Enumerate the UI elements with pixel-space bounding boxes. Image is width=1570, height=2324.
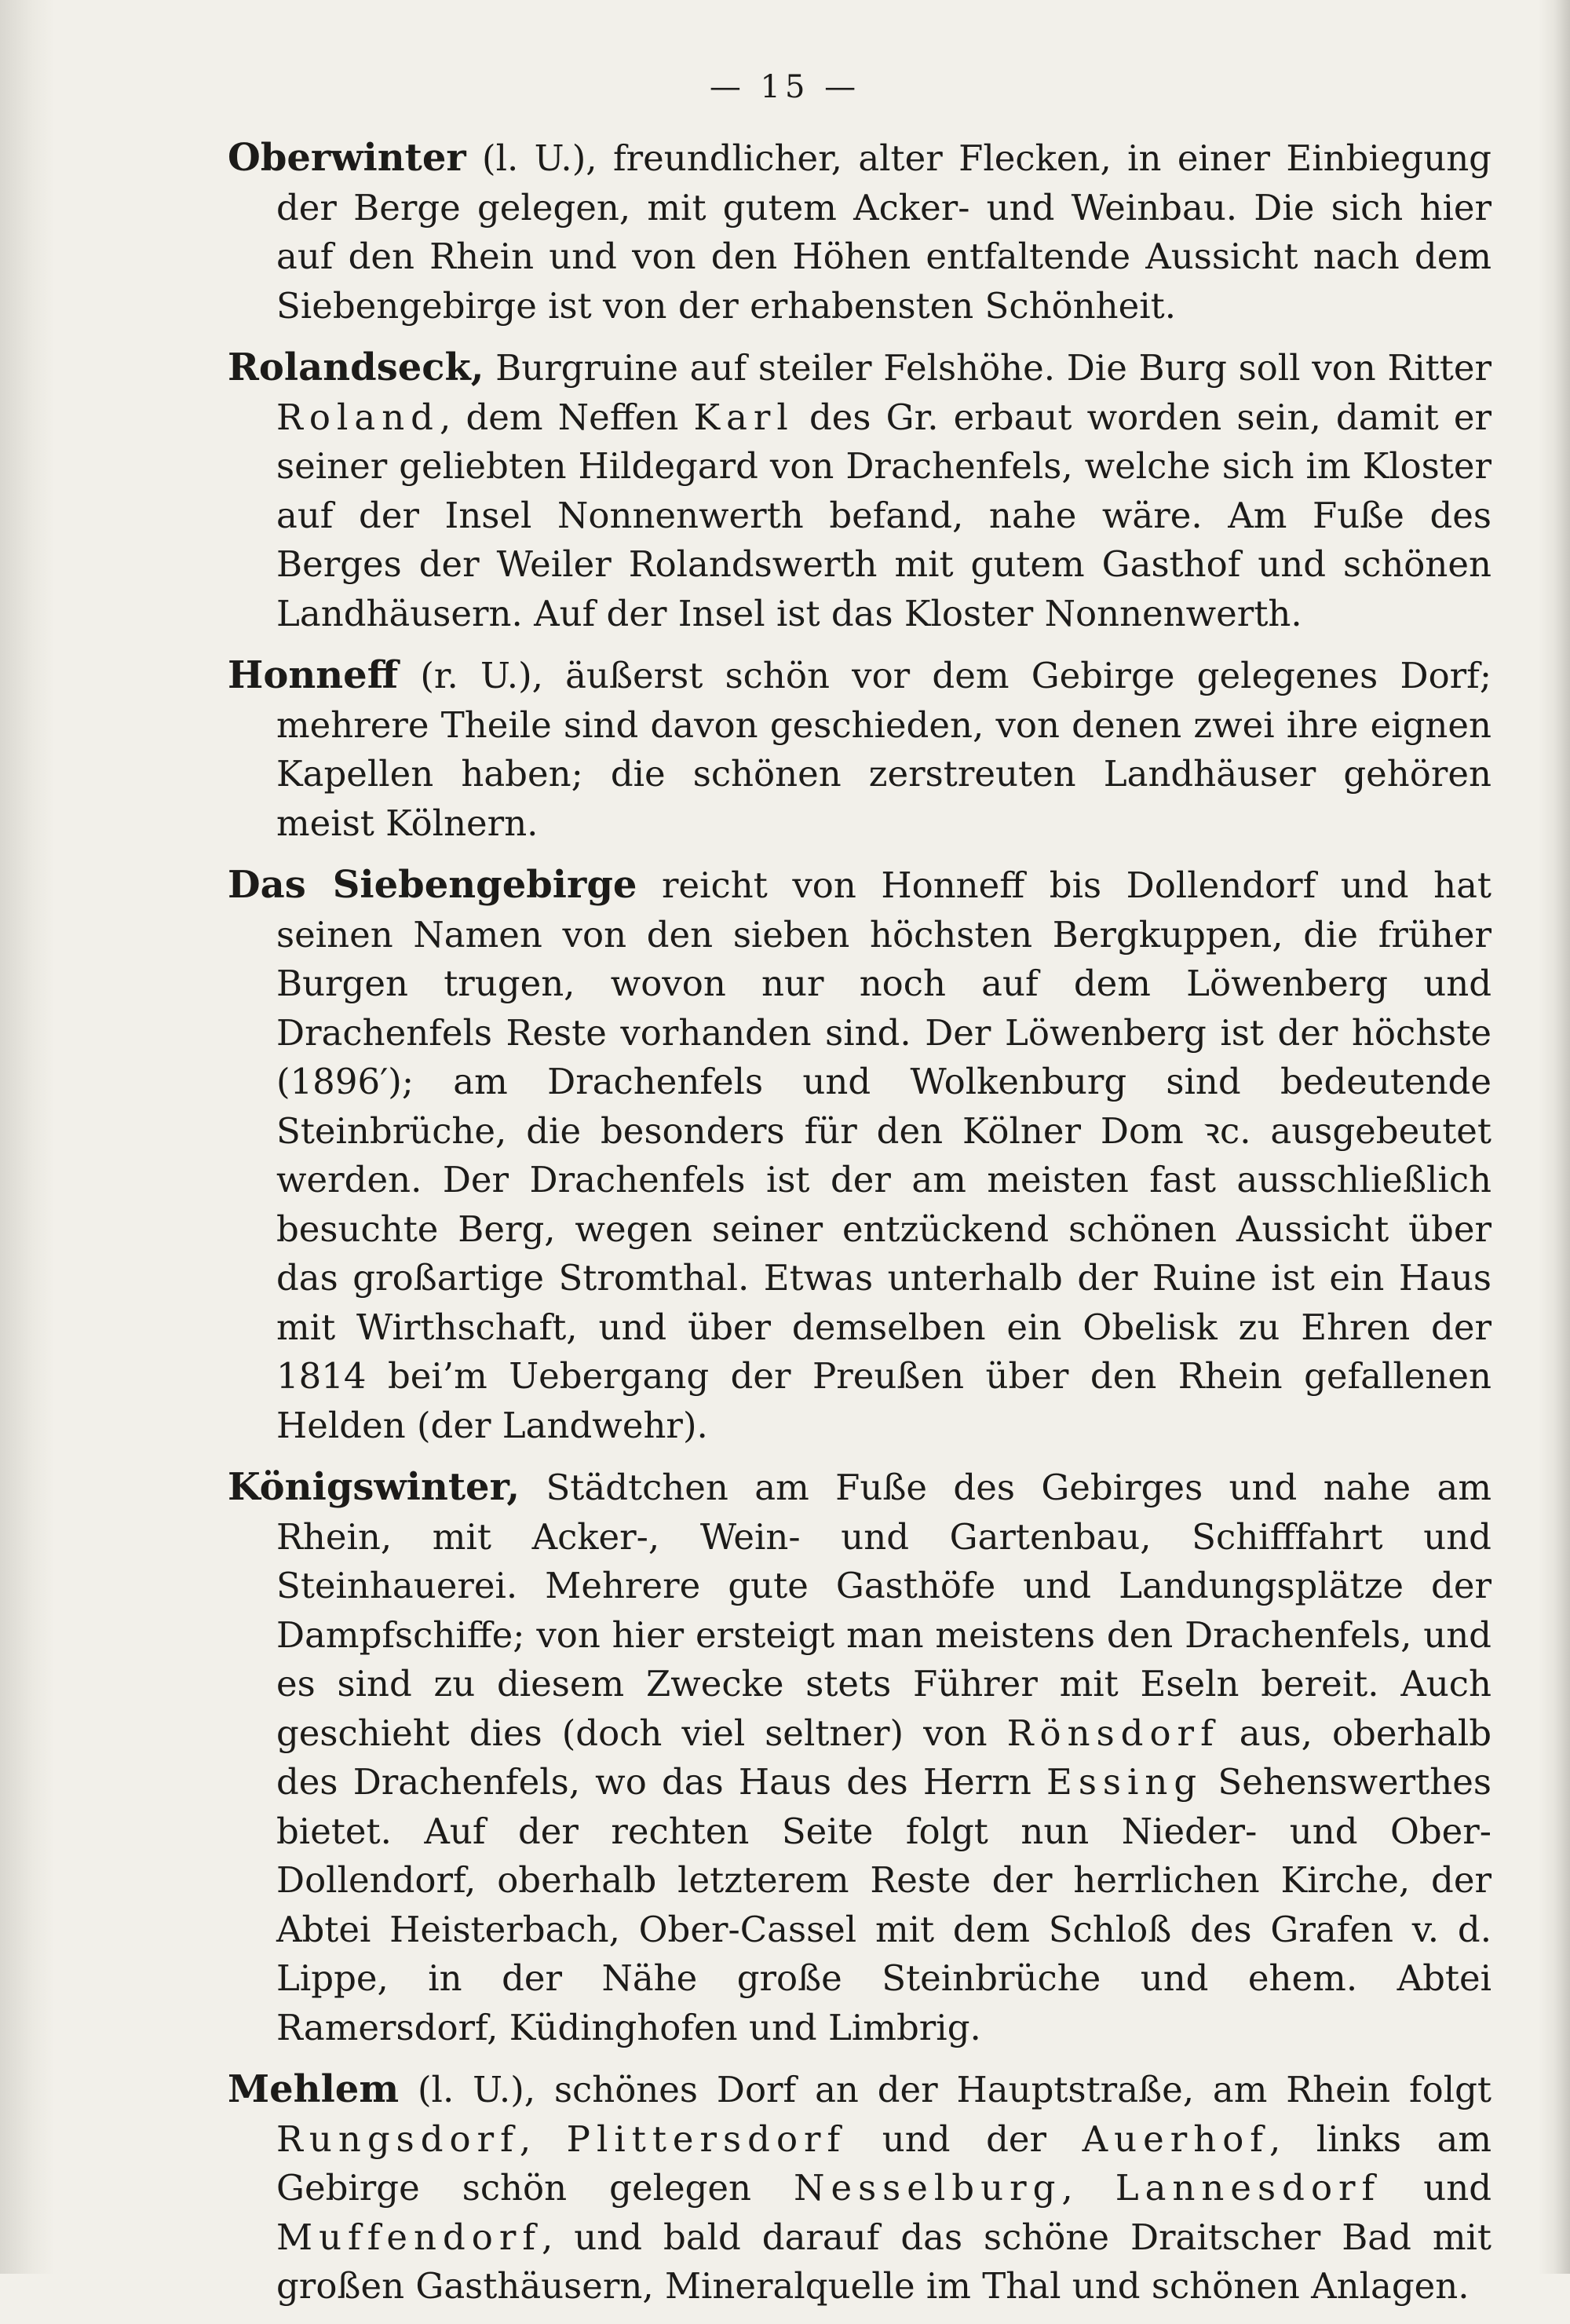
headword: Oberwinter <box>228 136 466 180</box>
entry-text: des Gr. erbaut worden sein, damit er seiner geliebten Hildegard von Drachenfels, welche sich im Kloster auf der Insel Nonnenwerth befand, nahe wäre. Am Fuße des Berges der Weiler Rolandswerth mit gutem Gasthof und schönen Landhäusern. Auf der Insel ist das Kloster Nonnenwerth. <box>276 396 1492 634</box>
entry-text: (l. U.), freundlicher, alter Flecken, in einer Einbiegung der Berge gelegen, mit gutem Acker- und Weinbau. Die sich hier auf den Rhein und von den Höhen entfaltende Aussicht nach dem Siebengebirge ist von der erhabensten Schönheit. <box>276 137 1492 327</box>
spaced-name: Essing <box>1046 1761 1203 1803</box>
entry-siebengebirge <box>228 861 1492 1450</box>
entry-text: aus, oberhalb des Drachenfels, wo das Haus des Herrn <box>276 1712 1492 1803</box>
page-edge-right <box>1539 0 1570 2274</box>
page-edge-left <box>0 0 55 2274</box>
page-number: — 15 — <box>709 69 861 105</box>
entry-text: Burgruine auf steiler Felshöhe. Die Burg soll von Ritter <box>484 347 1492 389</box>
entry-oberwinter <box>228 133 1492 331</box>
entry-text: , <box>519 2118 567 2160</box>
spaced-name: Rungsdorf <box>276 2118 520 2160</box>
spaced-name: Nesselburg <box>794 2167 1062 2209</box>
spaced-name: Auerhof <box>1082 2118 1269 2160</box>
headword: Rolandseck, <box>228 345 484 389</box>
spaced-name: Muffendorf <box>276 2216 542 2258</box>
spaced-name: Plittersdorf <box>566 2118 847 2160</box>
entry-text: , dem Neffen <box>439 396 694 438</box>
entry-text: (l. U.), schönes Dorf an der Hauptstraße, am Rhein folgt <box>399 2069 1492 2110</box>
headword: Königswinter, <box>228 1465 520 1509</box>
spaced-name: Rönsdorf <box>1006 1712 1220 1754</box>
entry-text: Städtchen am Fuße des Gebirges und nahe am Rhein, mit Acker-, Wein- und Gartenbau, Schifffahrt und Steinhauerei. Mehrere gute Gasthöfe und Landungsplätze der Dampfschiffe; von hier ersteigt man meistens den Drachenfels, und es sind zu diesem Zwecke stets Führer mit Eseln bereit. Auch geschieht dies (doch viel seltner) von <box>276 1467 1492 1754</box>
entry-text: und der <box>846 2118 1083 2160</box>
entry-text: (r. U.), äußerst schön vor dem Gebirge gelegenes Dorf; mehrere Theile sind davon geschieden, von denen zwei ihre eignen Kapellen haben; die schönen zerstreuten Landhäuser gehören meist Kölnern. <box>276 655 1492 844</box>
entry-rolandseck <box>228 343 1492 638</box>
entry-text: und <box>1381 2167 1492 2209</box>
entry-text: Sehenswerthes bietet. Auf der rechten Seite folgt nun Nieder- und Ober-Dollendorf, oberhalb letzterem Reste der herrlichen Kirche, der Abtei Heisterbach, Ober-Cassel mit dem Schloß des Grafen v. d. Lippe, in der Nähe große Steinbrüche und ehem. Abtei Ramersdorf, Küdinghofen und Limbrig. <box>276 1761 1492 2048</box>
headword: Das Siebengebirge <box>228 863 637 907</box>
entry-text: , links am Gebirge schön gelegen <box>276 2118 1492 2209</box>
headword: Honneff <box>228 653 399 697</box>
entry-koenigswinter <box>228 1463 1492 2052</box>
spaced-name: Lannesdorf <box>1115 2167 1382 2209</box>
headword: Mehlem <box>228 2067 400 2111</box>
page-body <box>228 133 1492 2324</box>
entry-text: reicht von Honneff bis Dollendorf und hat seinen Namen von den sieben höchsten Bergkuppen, die früher Burgen trugen, wovon nur noch auf dem Löwenberg und Drachenfels Reste vorhanden sind. Der Löwenberg ist der höchste (1896′); am Drachenfels und Wolkenburg sind bedeutende Steinbrüche, die besonders für den Kölner Dom ꝛc. ausgebeutet werden. Der Drachenfels ist der am meisten fast ausschließlich besuchte Berg, wegen seiner entzückend schönen Aussicht über das großartige Stromthal. Etwas unterhalb der Ruine ist ein Haus mit Wirthschaft, und über demselben ein Obelisk zu Ehren der 1814 bei’m Uebergang der Preußen über den Rhein gefallenen Helden (der Landwehr). <box>276 864 1492 1446</box>
spaced-name: Karl <box>693 396 794 438</box>
spaced-name: Roland <box>276 396 440 438</box>
entry-text: , und bald darauf das schöne Draitscher Bad mit großen Gasthäusern, Mineralquelle im Thal und schönen Anlagen. <box>276 2216 1492 2307</box>
entry-honneff <box>228 651 1492 848</box>
entry-mehlem <box>228 2065 1492 2311</box>
entry-text: , <box>1061 2167 1115 2209</box>
